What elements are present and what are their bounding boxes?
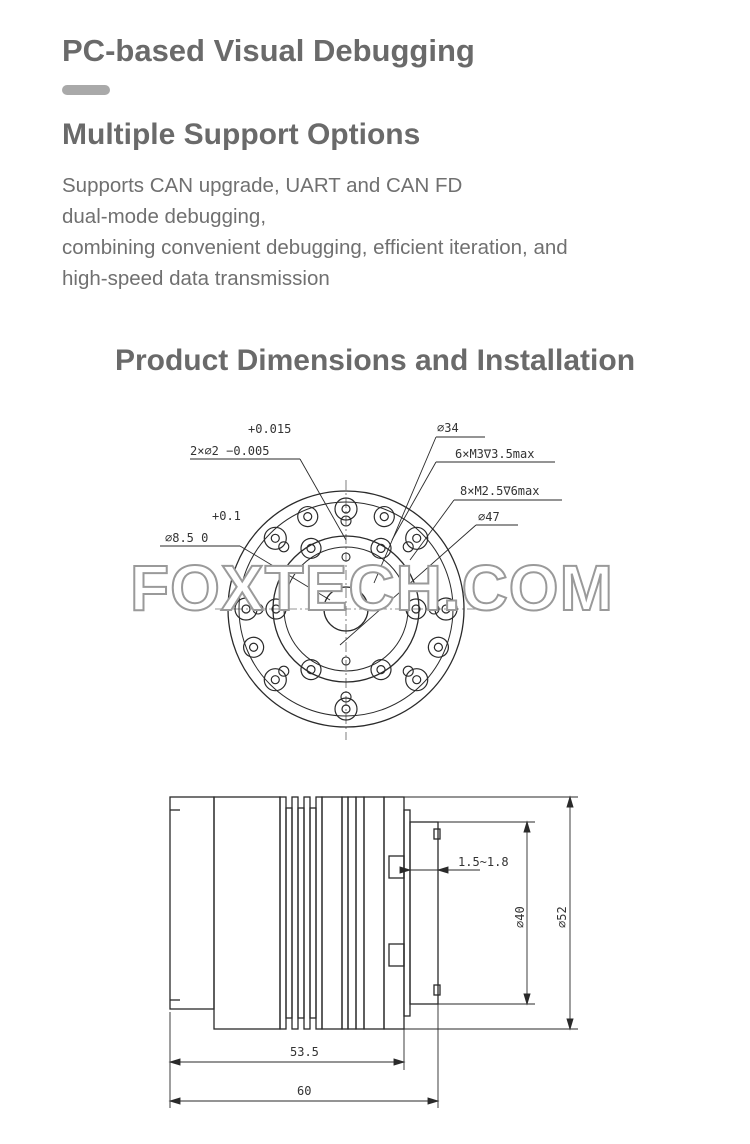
side-view xyxy=(170,797,440,1029)
dim-m25: 8×M2.5∇6max xyxy=(460,484,540,498)
dim-length-60: 60 xyxy=(297,1084,312,1098)
heading-dimensions: Product Dimensions and Installation xyxy=(114,344,636,377)
dim-d34: ∅34 xyxy=(437,421,459,435)
dim-d47: ∅47 xyxy=(478,510,500,524)
heading-pc-visual-debugging: PC-based Visual Debugging xyxy=(62,33,475,68)
dim-d52: ∅52 xyxy=(555,906,569,928)
dim-depth: 1.5~1.8 xyxy=(458,855,509,869)
dim-d40: ∅40 xyxy=(513,906,527,928)
housing-left-section xyxy=(170,797,214,1009)
dim-tol-plus-015: +0.015 xyxy=(248,422,292,436)
watermark-logo: FOXTECH.COM xyxy=(130,552,614,624)
heading-multiple-support: Multiple Support Options xyxy=(62,118,421,151)
support-line: Supports CAN upgrade, UART and CAN FD xyxy=(62,174,463,197)
dim-d85: ∅8.5 0 xyxy=(165,531,209,545)
dim-hole-2x-d2: 2×∅2 −0.005 xyxy=(190,444,270,458)
dim-length-535: 53.5 xyxy=(290,1045,319,1059)
support-line: high-speed data transmission xyxy=(62,267,330,290)
side-dimension-lines xyxy=(170,797,578,1108)
support-line: combining convenient debugging, efficient iteration, and xyxy=(62,236,568,259)
front-dimension-labels xyxy=(165,421,539,545)
housing-body xyxy=(214,797,280,1029)
dim-tol-plus-01: +0.1 xyxy=(212,509,241,523)
output-flange xyxy=(410,822,438,1004)
dim-m3: 6×M3∇3.5max xyxy=(455,447,535,461)
support-line: dual-mode debugging, xyxy=(62,205,267,228)
